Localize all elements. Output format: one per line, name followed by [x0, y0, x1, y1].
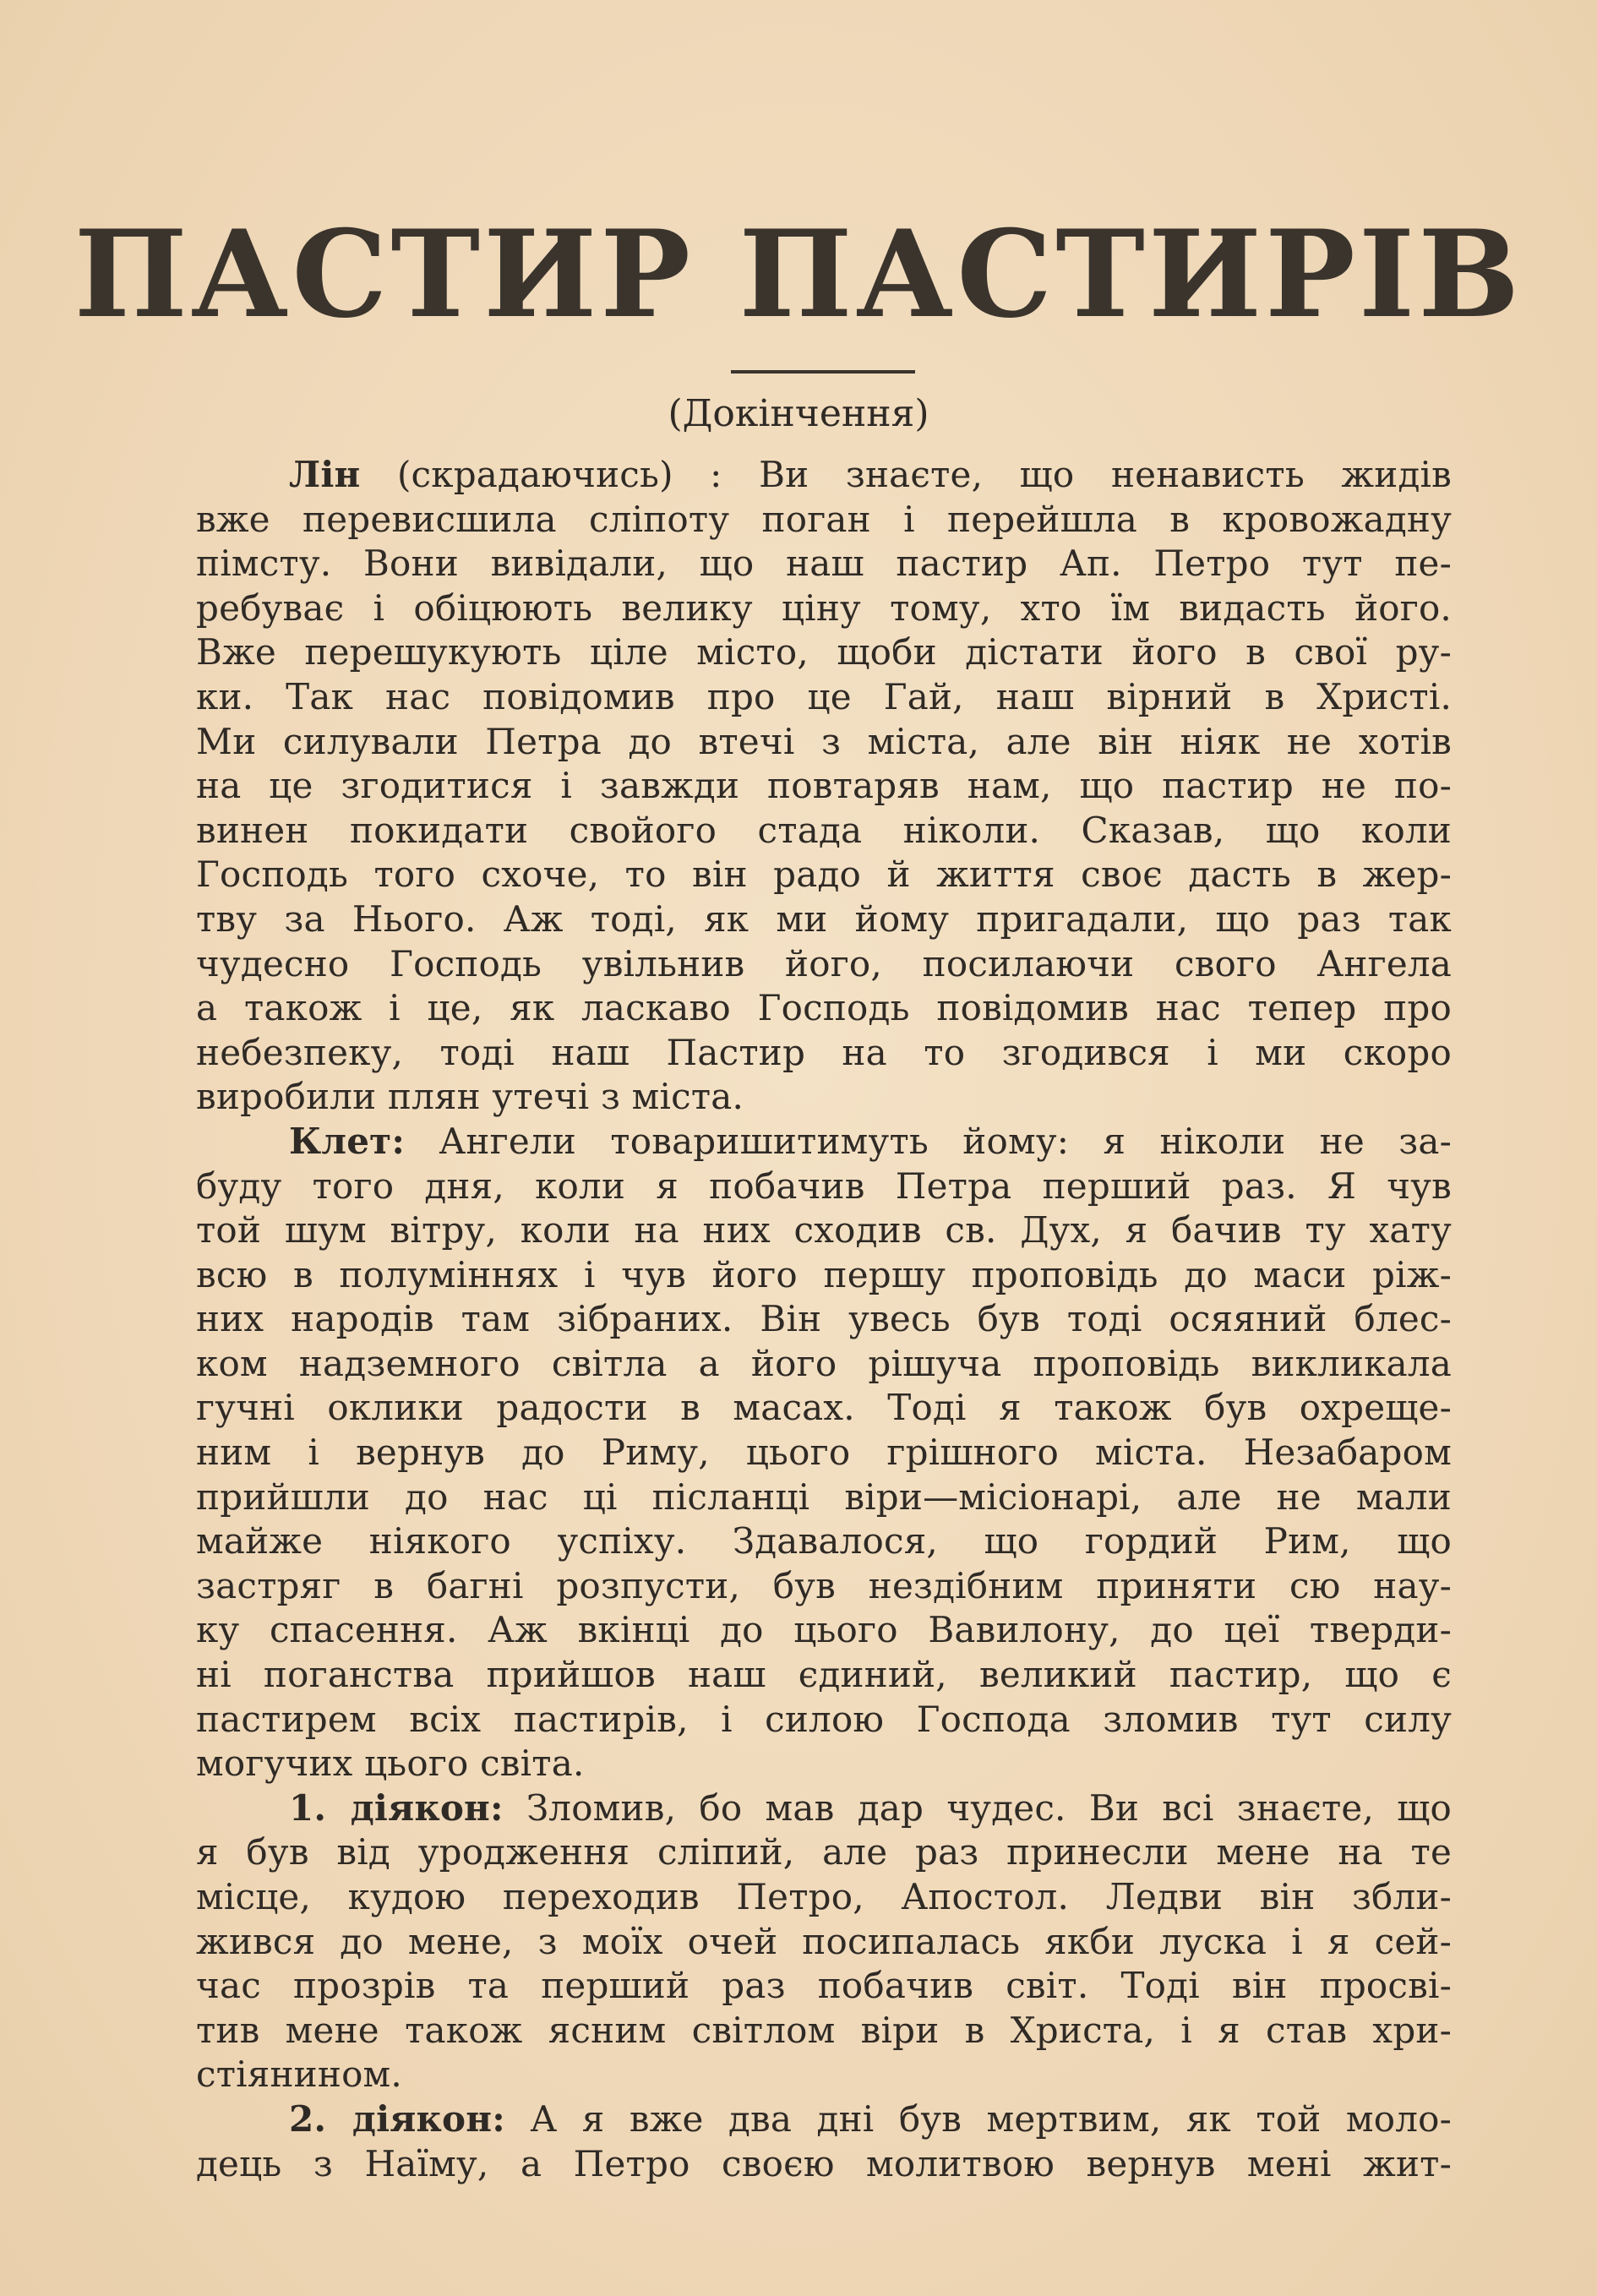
line-text: ребуває і обіцюють велику ціну тому, хто їм видасть його.: [196, 586, 1452, 629]
text-line: [196, 1431, 1452, 1475]
line-text: ні поганства прийшов наш єдиний, великий пастир, що є: [196, 1654, 1452, 1696]
line-text: Зломив, бо мав дар чудес. Ви всі знаєте, що: [503, 1786, 1452, 1829]
text-line: [196, 2053, 1452, 2097]
line-text: я був від уродження сліпий, але раз принесли мене на те: [196, 1831, 1452, 1873]
text-line: [196, 453, 1452, 498]
body-text: [196, 453, 1452, 2186]
text-line: [196, 1653, 1452, 1698]
text-line: [196, 720, 1452, 765]
line-text: пастирем всіх пастирів, і силою Господа зломив тут силу: [196, 1698, 1452, 1740]
line-text: ним і вернув до Риму, цього грішного міста. Незабаром: [196, 1432, 1452, 1474]
page-title: ПАСТИР ПАСТИРІВ: [74, 205, 1523, 345]
text-line: [196, 1253, 1452, 1298]
text-line: [196, 942, 1452, 987]
text-line: [196, 1786, 1452, 1831]
line-text: а також і це, як ласкаво Господь повідомив нас тепер про: [196, 987, 1452, 1029]
line-text: ку спасення. Аж вкінці до цього Вавилону, до цеї тверди-: [196, 1609, 1452, 1651]
text-line: [196, 1964, 1452, 2009]
text-line: [196, 498, 1452, 543]
text-line: [196, 1920, 1452, 1965]
text-line: [196, 1342, 1452, 1387]
line-text: прийшли до нас ці післанці віри—місіонарі, але не мали: [196, 1475, 1452, 1518]
speaker-name: Клет:: [289, 1120, 406, 1162]
text-line: [196, 2142, 1452, 2187]
text-line: [196, 1164, 1452, 1209]
line-text: дець з Наїму, а Петро своєю молитвою вернув мені жит-: [196, 2142, 1452, 2184]
line-text: майже ніякого успіху. Здавалося, що гордий Рим, що: [196, 1520, 1452, 1562]
text-line: [196, 2097, 1452, 2142]
text-line: [196, 630, 1452, 675]
text-line: [196, 1519, 1452, 1564]
line-text: вже перевисшила сліпоту поган і перейшла в кровожадну: [196, 498, 1452, 540]
text-line: [196, 897, 1452, 942]
line-text: пімсту. Вони вивідали, що наш пастир Ап. Петро тут пе-: [196, 543, 1452, 585]
text-line: [196, 1297, 1452, 1342]
text-line: [196, 2009, 1452, 2053]
line-text: жився до мене, з моїх очей посипалась якби луска і я сей-: [196, 1920, 1452, 1962]
title-divider: [731, 370, 915, 374]
text-line: [196, 1120, 1452, 1164]
text-line: [196, 1830, 1452, 1875]
line-text: стіянином.: [196, 2053, 402, 2096]
line-text: виробили плян утечі з міста.: [196, 1076, 744, 1118]
text-line: [196, 1075, 1452, 1120]
line-text: Ми силували Петра до втечі з міста, але він ніяк не хотів: [196, 720, 1452, 762]
text-line: [196, 1698, 1452, 1742]
text-line: [196, 809, 1452, 854]
line-text: Вже перешукують ціле місто, щоби дістати його в свої ру-: [196, 631, 1452, 674]
line-text: буду того дня, коли я побачив Петра перший раз. Я чув: [196, 1164, 1452, 1207]
text-line: [196, 1564, 1452, 1609]
line-text: могучих цього світа.: [196, 1742, 585, 1785]
line-text: Ангели товаришитимуть йому: я ніколи не за-: [405, 1120, 1452, 1162]
line-text: всю в полуміннях і чув його першу проповідь до маси ріж-: [196, 1253, 1452, 1295]
line-text: А я вже два дні був мертвим, як той моло-: [504, 2097, 1452, 2140]
line-text: той шум вітру, коли на них сходив св. Дух, я бачив ту хату: [196, 1209, 1452, 1252]
text-line: [196, 586, 1452, 631]
line-text: застряг в багні розпусти, був нездібним приняти сю нау-: [196, 1564, 1452, 1606]
line-text: ки. Так нас повідомив про це Гай, наш вірний в Христі.: [196, 675, 1452, 717]
text-line: [196, 675, 1452, 720]
text-line: [196, 853, 1452, 897]
line-text: (скрадаючись) : Ви знаєте, що ненависть жидів: [360, 454, 1452, 495]
line-text: тив мене також ясним світлом віри в Христа, і я став хри-: [196, 2009, 1452, 2051]
speaker-name: Лін: [289, 454, 361, 495]
text-line: [196, 986, 1452, 1031]
text-line: [196, 1608, 1452, 1653]
line-text: Господь того схоче, то він радо й життя своє дасть в жер-: [196, 854, 1452, 896]
line-text: час прозрів та перший раз побачив світ. Тоді він просві-: [196, 1965, 1452, 2007]
text-line: [196, 1386, 1452, 1431]
text-line: [196, 1031, 1452, 1076]
text-line: [196, 542, 1452, 586]
line-text: місце, кудою переходив Петро, Апостол. Ледви він збли-: [196, 1876, 1452, 1917]
line-text: на це згодитися і завжди повтаряв нам, що пастир не по-: [196, 765, 1452, 807]
speaker-name: 1. діякон:: [289, 1786, 504, 1829]
text-line: [196, 1875, 1452, 1920]
line-text: тву за Нього. Аж тоді, як ми йому пригадали, що раз так: [196, 897, 1452, 940]
line-text: ком надземного світла а його рішуча проповідь викликала: [196, 1342, 1452, 1384]
page-subtitle: (Докінчення): [668, 392, 929, 435]
speaker-name: 2. діякон:: [289, 2097, 505, 2140]
line-text: небезпеку, тоді наш Пастир на то згодився і ми скоро: [196, 1031, 1452, 1073]
line-text: гучні оклики радости в масах. Тоді я також був охреще-: [196, 1387, 1452, 1429]
text-line: [196, 1742, 1452, 1786]
text-line: [196, 1475, 1452, 1520]
line-text: них народів там зібраних. Він увесь був тоді осяяний блес-: [196, 1298, 1452, 1340]
line-text: винен покидати свойого стада ніколи. Сказав, що коли: [196, 809, 1452, 851]
line-text: чудесно Господь увільнив його, посилаючи свого Ангела: [196, 942, 1452, 984]
text-line: [196, 764, 1452, 809]
text-line: [196, 1208, 1452, 1253]
